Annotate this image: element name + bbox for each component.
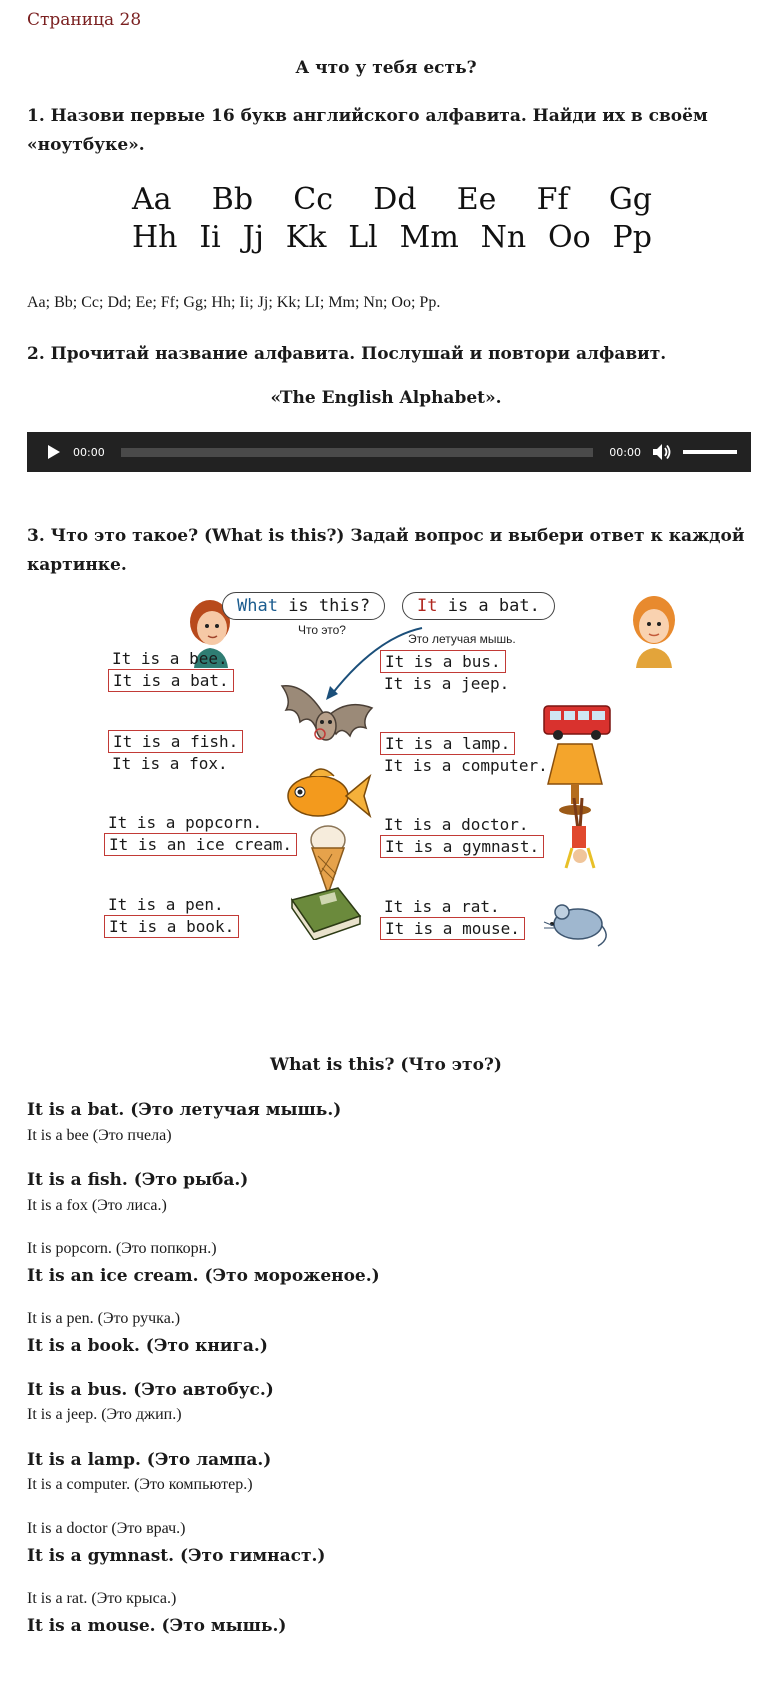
answer-line: It is a bus. (Это автобус.) xyxy=(27,1380,274,1400)
answer-line: It is a jeep. (Это джип.) xyxy=(27,1406,182,1423)
answer-line: It is a rat. (Это крыса.) xyxy=(27,1590,177,1607)
answer-line: It is a lamp. (Это лампа.) xyxy=(27,1450,272,1470)
answer-line: It is a bat. (Это летучая мышь.) xyxy=(27,1100,342,1120)
answer-line: It is a fish. (Это рыба.) xyxy=(27,1170,249,1190)
phrase-option-correct: It is a gymnast. xyxy=(380,835,544,858)
book-image xyxy=(288,886,364,940)
answer-word-1: It xyxy=(417,596,438,616)
phrase-pair-gymnast xyxy=(380,814,544,858)
alphabet-title: «The English Alphabet». xyxy=(270,388,502,408)
alphabet-row-1 xyxy=(132,182,652,217)
phrase-option: It is a pen. xyxy=(108,895,224,914)
answer-line: It is a book. (Это книга.) xyxy=(27,1336,268,1356)
answer-line: It is popcorn. (Это попкорн.) xyxy=(27,1240,217,1257)
answer-line: It is a doctor (Это врач.) xyxy=(27,1520,186,1537)
girl-image xyxy=(626,592,682,668)
answer-line: It is an ice cream. (Это мороженое.) xyxy=(27,1266,380,1286)
phrase-option: It is a rat. xyxy=(384,897,500,916)
phrase-option-correct: It is an ice cream. xyxy=(104,833,297,856)
letter: Ff xyxy=(536,182,569,217)
textbook-illustration xyxy=(108,590,688,1050)
answer-word-2: is a bat. xyxy=(437,596,540,616)
mouse-image xyxy=(538,898,612,948)
letter: Gg xyxy=(608,182,652,217)
phrase-option-correct: It is a fish. xyxy=(108,730,243,753)
phrase-option-correct: It is a lamp. xyxy=(380,732,515,755)
question-word-3: this? xyxy=(318,596,371,616)
page-title: А что у тебя есть? xyxy=(295,58,477,78)
fish-image xyxy=(280,762,372,826)
phrase-pair-book xyxy=(104,894,239,938)
letter: Dd xyxy=(373,182,417,217)
phrase-option-correct: It is a book. xyxy=(104,915,239,938)
letter: Bb xyxy=(211,182,254,217)
bus-image xyxy=(542,702,614,742)
question-caption: Что это? xyxy=(298,623,346,637)
phrase-option: It is a computer. xyxy=(384,756,548,775)
duration-time: 00:00 xyxy=(609,445,641,459)
answers-title: What is this? (Что это?) xyxy=(270,1055,502,1075)
volume-slider[interactable] xyxy=(683,450,737,454)
play-button[interactable] xyxy=(37,432,71,472)
phrase-option-correct: It is a bat. xyxy=(108,669,234,692)
task-1-heading: 1. Назови первые 16 букв английского алфавита. Найди их в своём «ноутбуке». xyxy=(27,106,708,155)
task-3-heading: 3. Что это такое? (What is this?) Задай вопрос и выбери ответ к каждой картинке. xyxy=(27,526,745,575)
letter: Mm xyxy=(399,220,459,255)
phrase-option: It is a bee. xyxy=(112,649,228,668)
answer-bubble xyxy=(402,592,555,620)
answer-line: It is a gymnast. (Это гимнаст.) xyxy=(27,1546,326,1566)
phrase-pair-lamp xyxy=(380,732,552,776)
phrase-pair-bus xyxy=(380,650,513,694)
bat-image xyxy=(276,678,376,758)
audio-player xyxy=(27,432,751,472)
letter: Kk xyxy=(285,220,327,255)
letter: Hh xyxy=(132,220,178,255)
alphabet-list: Aa; Bb; Cc; Dd; Ee; Ff; Gg; Hh; Ii; Jj; Kk; LI; Mm; Nn; Oo; Pp. xyxy=(27,294,441,311)
task-2-heading: 2. Прочитай название алфавита. Послушай и повтори алфавит. xyxy=(27,344,667,364)
answer-caption: Это летучая мышь. xyxy=(408,632,516,646)
letter: Jj xyxy=(242,220,264,255)
letter: Nn xyxy=(480,220,527,255)
phrase-option-correct: It is a bus. xyxy=(380,650,506,673)
alphabet-row-2 xyxy=(132,220,652,255)
answer-line: It is a mouse. (Это мышь.) xyxy=(27,1616,287,1636)
question-word-1: What xyxy=(237,596,278,616)
phrase-option: It is a fox. xyxy=(112,754,228,773)
letter: Ee xyxy=(456,182,497,217)
phrase-pair-fish xyxy=(108,730,243,774)
letter: Pp xyxy=(612,220,652,255)
answer-line: It is a computer. (Это компьютер.) xyxy=(27,1476,253,1493)
answer-line: It is a pen. (Это ручка.) xyxy=(27,1310,181,1327)
answer-line: It is a bee (Это пчела) xyxy=(27,1127,172,1144)
letter: Ll xyxy=(348,220,378,255)
phrase-option: It is a doctor. xyxy=(384,815,529,834)
gymnast-image xyxy=(562,796,598,872)
question-word-2: is xyxy=(277,596,319,616)
page-number: Страница 28 xyxy=(27,10,142,30)
progress-slider[interactable] xyxy=(121,448,594,457)
current-time: 00:00 xyxy=(73,445,105,459)
answer-line: It is a fox (Это лиса.) xyxy=(27,1197,167,1214)
phrase-option: It is a popcorn. xyxy=(108,813,263,832)
question-bubble xyxy=(222,592,385,620)
letter: Aa xyxy=(132,182,172,217)
mute-button[interactable] xyxy=(651,432,673,472)
letter: Ii xyxy=(199,220,221,255)
phrase-option: It is a jeep. xyxy=(384,674,510,693)
speaker-icon xyxy=(652,443,672,461)
phrase-option-correct: It is a mouse. xyxy=(380,917,525,940)
phrase-pair-bat xyxy=(108,648,234,692)
phrase-pair-ice-cream xyxy=(104,812,297,856)
play-icon xyxy=(47,444,61,460)
letter: Oo xyxy=(548,220,591,255)
phrase-pair-mouse xyxy=(380,896,525,940)
letter: Cc xyxy=(293,182,334,217)
